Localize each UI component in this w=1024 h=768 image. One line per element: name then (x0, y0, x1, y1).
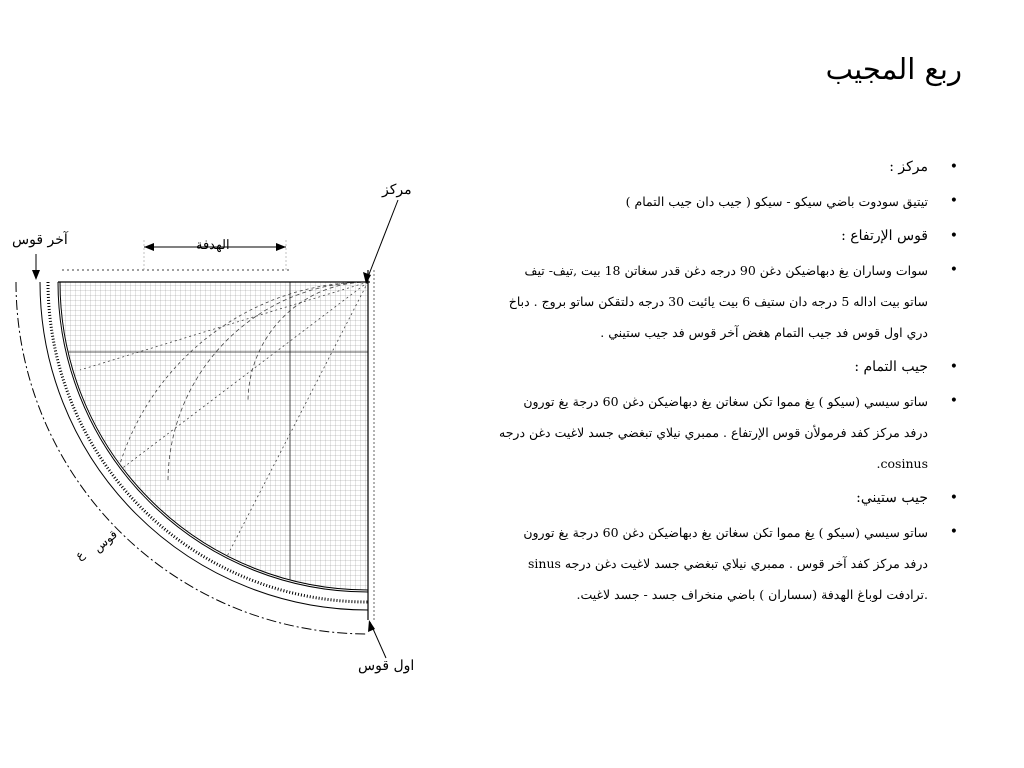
rub-al-mujayyab-diagram (0, 170, 430, 690)
label-hadafa: الهدفة (196, 238, 230, 253)
slide-title: ربع المجيب (825, 52, 962, 86)
bullet-qaws: • قوس الإرتفاع : (498, 217, 958, 255)
bullet-qaws-desc: • سوات وساران يغ دبهاضيكن دغن 90 درجه دغن قدر سغاتن 18 بيت ,تيف- تيف ساتو بيت اداله 5 درجه دان ستيف 6 بيت يائيت 30 درجه دلتقكن ساتو بروج . دباخ دري اول قوس فد جيب التمام هغض آخر قوس فد جيب ستيني . (498, 255, 958, 348)
label-akhir-qaws: آخر قوس (12, 232, 68, 248)
label-qaws: قوس (90, 527, 120, 555)
label-qaws-sub: ع (72, 547, 87, 563)
bullet-jaib-sitini: • جيب ستيني: (498, 479, 958, 517)
bullet-markaz-desc: • تيتيق سودوت باضي سيكو - سيكو ( جيب دان جيب التمام ) (498, 186, 958, 217)
bullet-jaib-tamam: • جيب التمام : (498, 348, 958, 386)
label-markaz: مركز (382, 182, 412, 198)
bullet-markaz: • مركز : (498, 148, 958, 186)
label-awal-qaws: اول قوس (358, 658, 415, 674)
bullet-jaib-sitini-desc: • ساتو سيسي (سيكو ) يغ مموا تكن سغاتن يغ دبهاضيكن دغن 60 درجة يغ تورون درفد مركز كفد آخر قوس . ممبري نيلاي تبغضي جسد لاغيت دغن درجه sinus .ترادفت لوباغ الهدفة (سساران ) باضي منخراف جسد - جسد لاغيت. (498, 517, 958, 610)
bullet-jaib-tamam-desc: • ساتو سيسي (سيكو ) يغ مموا تكن سغاتن يغ دبهاضيكن دغن 60 درجة يغ تورون درفد مركز كفد فرمولأن قوس الإرتفاع . ممبري نيلاي تبغضي جسد لاغيت دغن درجه cosinus. (498, 386, 958, 479)
bullet-list (498, 148, 958, 610)
